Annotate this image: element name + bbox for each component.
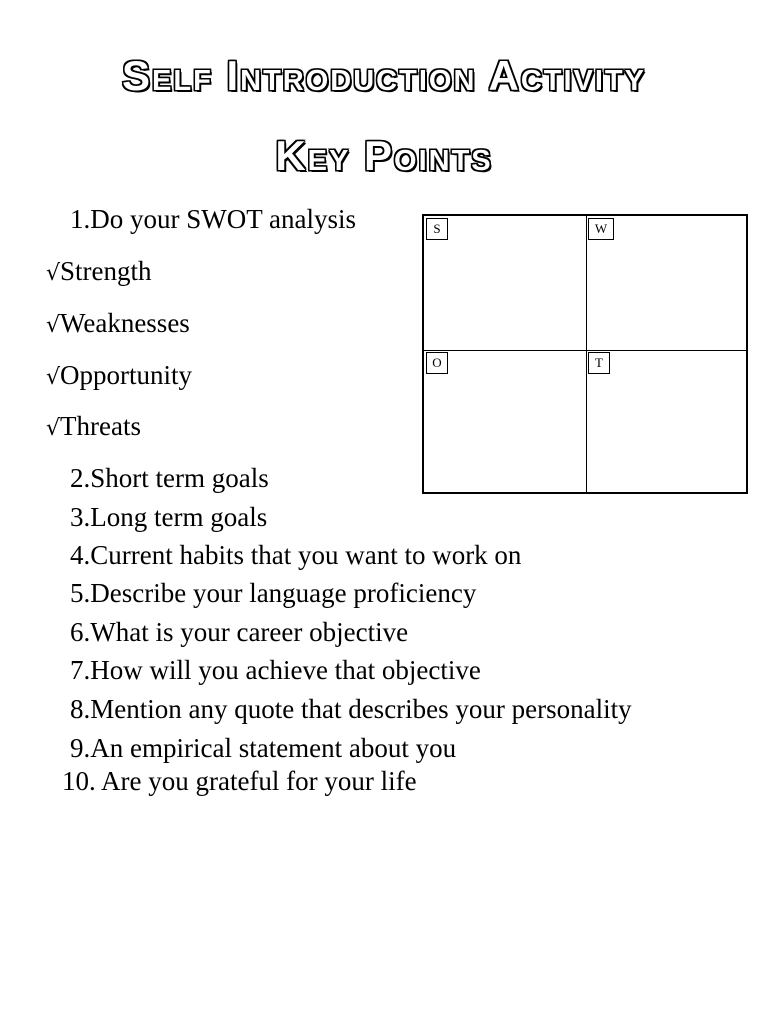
list-item-2: 2.Short term goals bbox=[70, 463, 269, 493]
grid-divider-vertical bbox=[586, 216, 587, 492]
list-item-7: 7.How will you achieve that objective bbox=[70, 655, 481, 685]
list-item-4: 4.Current habits that you want to work on bbox=[70, 540, 522, 570]
check-mark-icon: √ bbox=[46, 416, 61, 441]
check-mark-icon: √ bbox=[46, 313, 61, 338]
list-item-3: 3.Long term goals bbox=[70, 502, 268, 532]
page-title: Self Introduction Activity bbox=[122, 52, 646, 99]
check-mark-icon: √ bbox=[46, 261, 61, 286]
check-mark-icon: √ bbox=[46, 365, 61, 390]
swot-grid bbox=[422, 214, 748, 494]
swot-label-s: S bbox=[426, 218, 448, 240]
swot-label-o: O bbox=[426, 352, 448, 374]
swot-label-t: T bbox=[588, 352, 610, 374]
list-item-8: 8.Mention any quote that describes your personality bbox=[70, 694, 632, 724]
swot-item-strength: √Strength bbox=[46, 256, 152, 286]
list-item-9: 9.An empirical statement about you bbox=[70, 733, 457, 763]
swot-item-opportunity: √Opportunity bbox=[46, 360, 193, 390]
list-item-6: 6.What is your career objective bbox=[70, 617, 409, 647]
list-item-10: 10. Are you grateful for your life bbox=[62, 766, 417, 796]
list-item-5: 5.Describe your language proficiency bbox=[70, 578, 477, 608]
page-subtitle: Key Points bbox=[275, 132, 493, 179]
swot-item-threats: √Threats bbox=[46, 411, 141, 441]
swot-label-w: W bbox=[588, 218, 614, 240]
swot-item-weaknesses: √Weaknesses bbox=[46, 308, 190, 338]
grid-divider-horizontal bbox=[424, 350, 746, 351]
list-item-1: 1.Do your SWOT analysis bbox=[70, 204, 356, 234]
